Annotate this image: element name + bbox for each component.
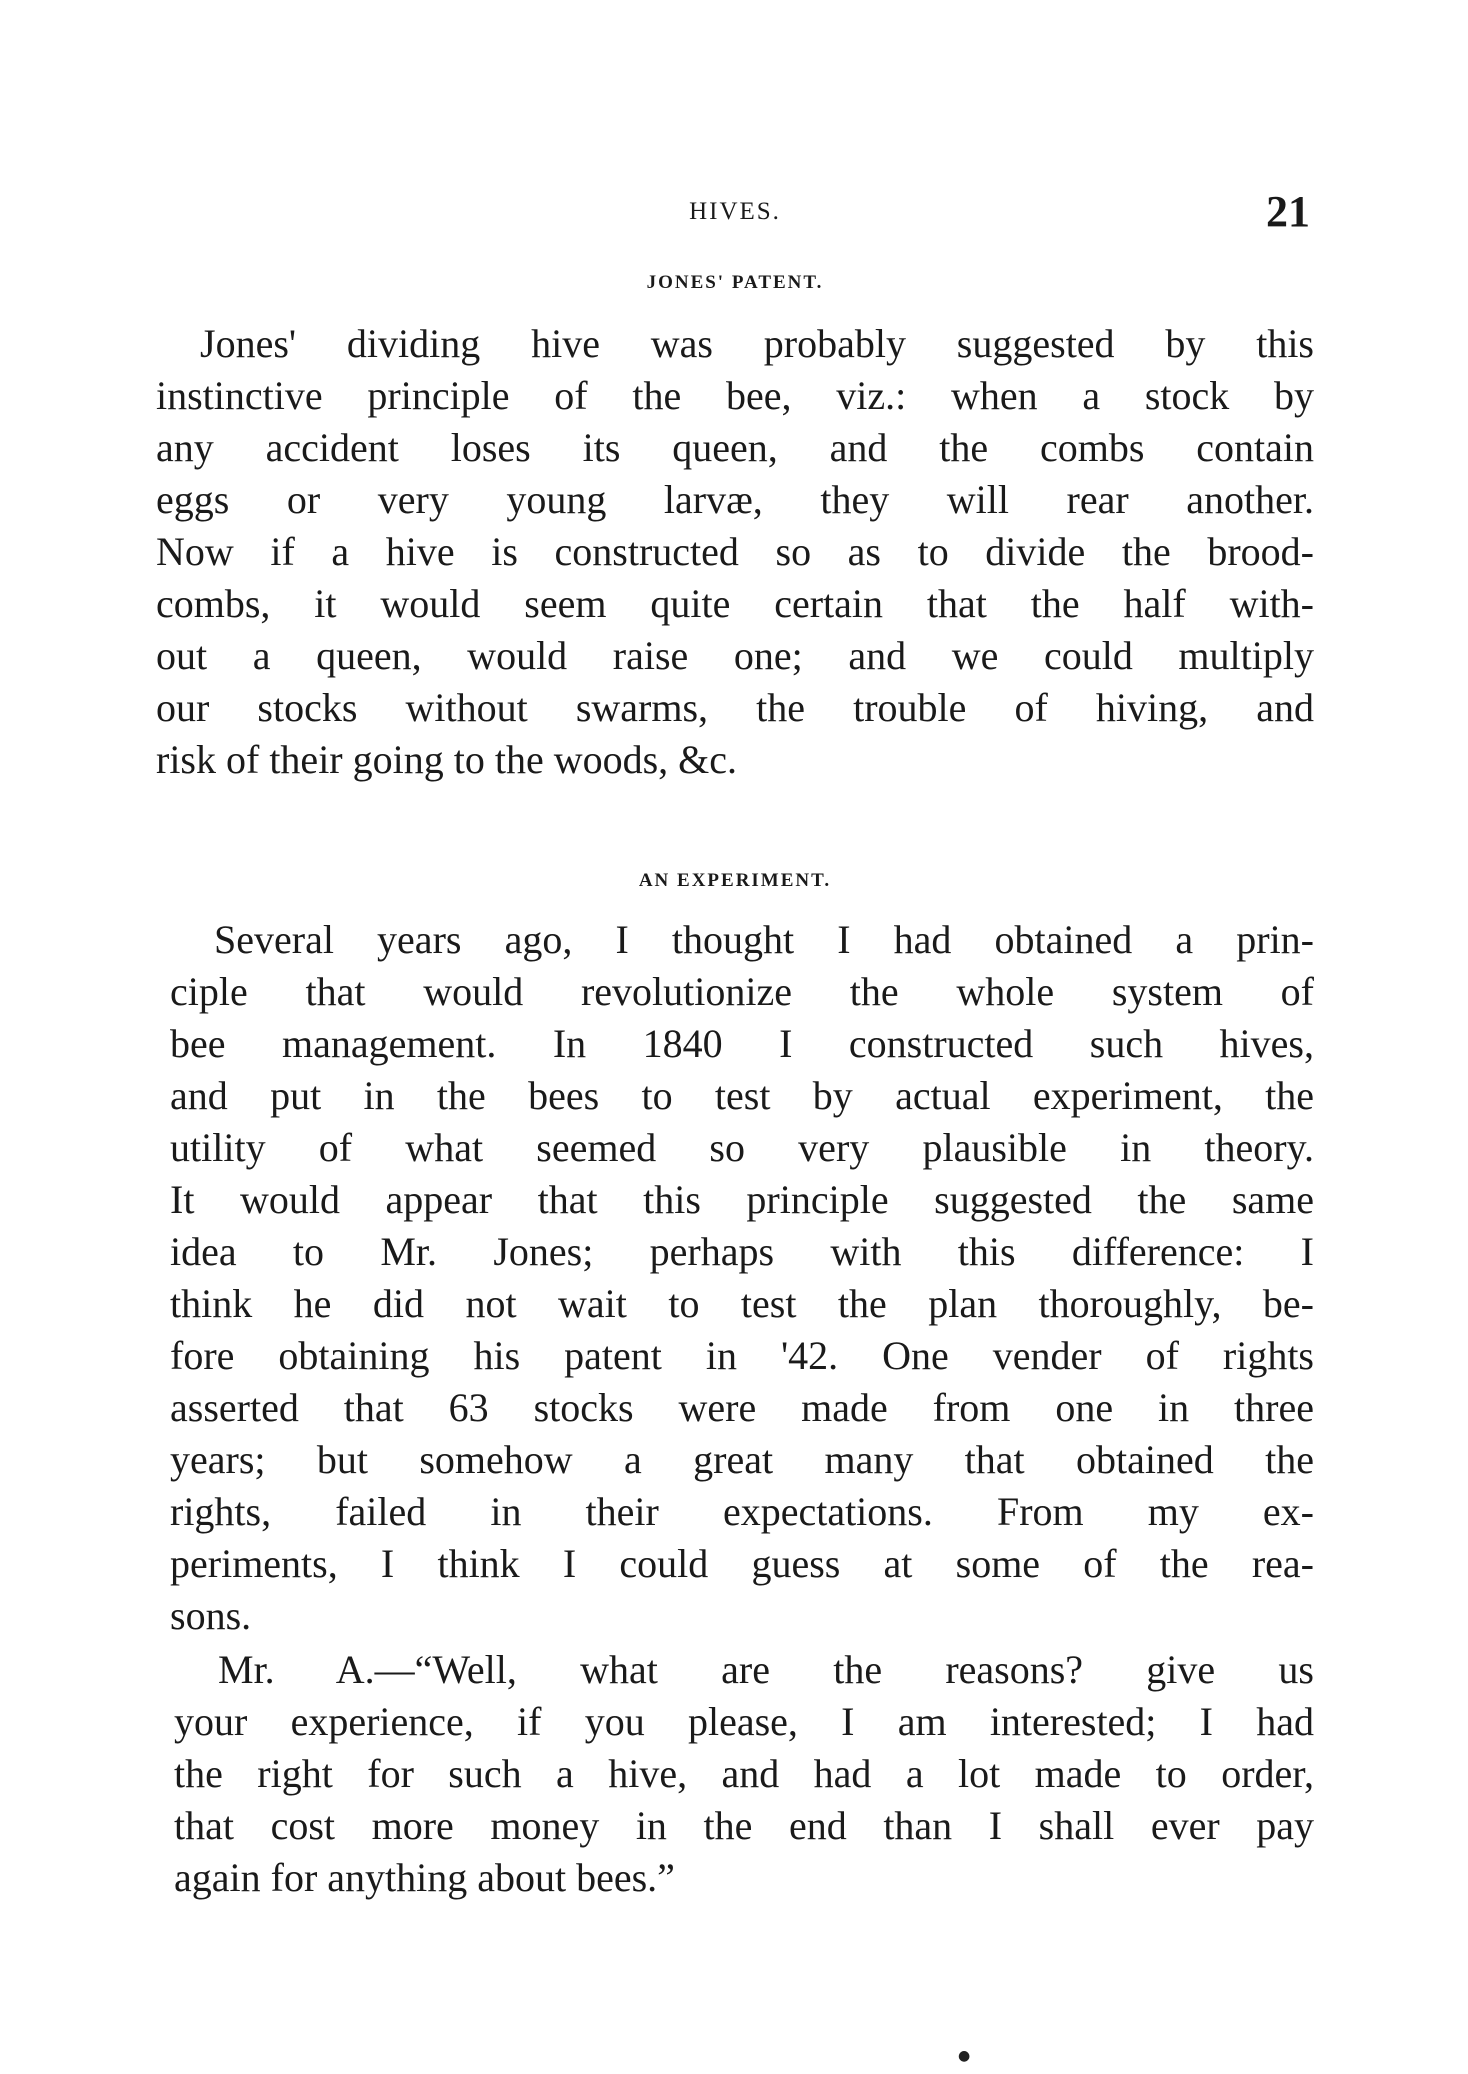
section-heading-an-experiment: AN EXPERIMENT.: [638, 870, 832, 891]
running-head: [160, 187, 1310, 238]
paragraph-an-experiment: [170, 914, 1314, 1642]
text-line: rights, failed in their expectations. From my ex-: [170, 1489, 1314, 1534]
text-line: your experience, if you please, I am interested; I had: [174, 1699, 1314, 1744]
text-line: asserted that 63 stocks were made from one in three: [170, 1385, 1314, 1430]
text-line: out a queen, would raise one; and we could multiply: [156, 633, 1314, 678]
text-line: periments, I think I could guess at some of the rea-: [170, 1541, 1314, 1586]
text-line: our stocks without swarms, the trouble of hiving, and: [156, 685, 1314, 730]
text-line: idea to Mr. Jones; perhaps with this difference: I: [170, 1229, 1314, 1274]
text-line: combs, it would seem quite certain that the half with-: [156, 581, 1314, 626]
text-line: utility of what seemed so very plausible in theory.: [170, 1125, 1314, 1170]
paragraph-jones-patent: [156, 318, 1314, 786]
running-title: HIVES.: [689, 198, 781, 225]
text-line: think he did not wait to test the plan thoroughly, be-: [170, 1281, 1314, 1326]
text-line: ciple that would revolutionize the whole system of: [170, 969, 1314, 1014]
text-line: sons.: [170, 1593, 252, 1638]
text-line: years; but somehow a great many that obtained the: [170, 1437, 1314, 1482]
section-heading-jones-patent: JONES' PATENT.: [646, 272, 824, 293]
ink-speck: ●: [958, 2048, 971, 2064]
text-line: It would appear that this principle suggested the same: [170, 1177, 1314, 1222]
text-line: Mr. A.—“Well, what are the reasons? give us: [218, 1647, 1314, 1692]
text-line: instinctive principle of the bee, viz.: when a stock by: [156, 373, 1314, 418]
text-line: the right for such a hive, and had a lot made to order,: [174, 1751, 1314, 1796]
text-line: eggs or very young larvæ, they will rear another.: [156, 477, 1314, 522]
page-number: 21: [1266, 187, 1310, 236]
text-line: Now if a hive is constructed so as to divide the brood-: [156, 529, 1314, 574]
text-line: again for anything about bees.”: [174, 1855, 675, 1900]
text-line: that cost more money in the end than I shall ever pay: [174, 1803, 1314, 1848]
text-line: Jones' dividing hive was probably suggested by this: [200, 321, 1314, 366]
text-line: fore obtaining his patent in '42. One vender of rights: [170, 1333, 1314, 1378]
text-line: and put in the bees to test by actual experiment, the: [170, 1073, 1314, 1118]
text-line: Several years ago, I thought I had obtained a prin-: [214, 917, 1314, 962]
text-line: bee management. In 1840 I constructed such hives,: [170, 1021, 1314, 1066]
text-line: any accident loses its queen, and the combs contain: [156, 425, 1314, 470]
text-line: risk of their going to the woods, &c.: [156, 737, 738, 782]
paragraph-mr-a-dialogue: [174, 1644, 1314, 1904]
